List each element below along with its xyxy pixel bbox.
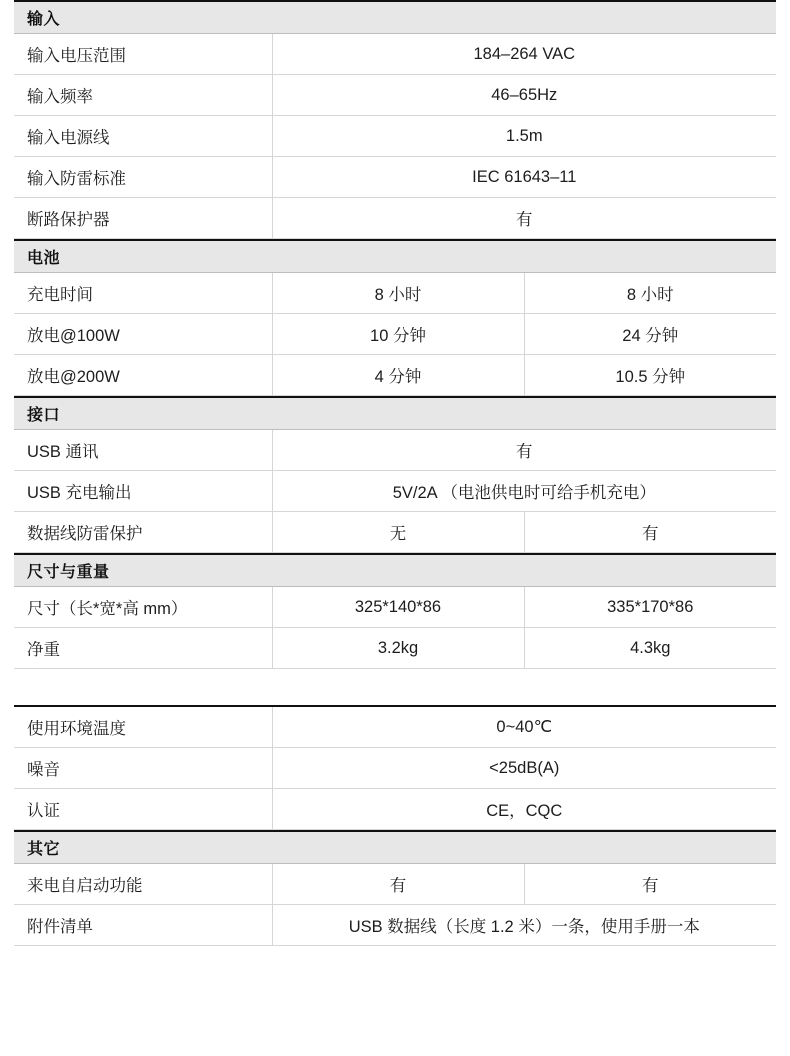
row-label: 净重 bbox=[14, 628, 272, 669]
section-title: 输入 bbox=[14, 1, 776, 34]
spec-table-other bbox=[14, 830, 776, 946]
row-value-col2: 24 分钟 bbox=[524, 314, 776, 355]
row-value: 46–65Hz bbox=[272, 75, 776, 116]
row-value-col2: 有 bbox=[524, 864, 776, 905]
section-title: 电池 bbox=[14, 240, 776, 273]
row-label: 噪音 bbox=[14, 748, 272, 789]
row-value: 有 bbox=[272, 198, 776, 239]
table-row bbox=[14, 628, 776, 669]
section-header-interface bbox=[14, 397, 776, 430]
section-header-other bbox=[14, 831, 776, 864]
section-header-size-weight bbox=[14, 554, 776, 587]
table-row bbox=[14, 116, 776, 157]
table-row bbox=[14, 273, 776, 314]
section-header-battery bbox=[14, 240, 776, 273]
row-value: 0~40℃ bbox=[272, 706, 776, 748]
table-row bbox=[14, 905, 776, 946]
row-label: 数据线防雷保护 bbox=[14, 512, 272, 553]
row-value-col2: 有 bbox=[524, 512, 776, 553]
table-row bbox=[14, 314, 776, 355]
table-row bbox=[14, 471, 776, 512]
row-label: 充电时间 bbox=[14, 273, 272, 314]
row-label: 使用环境温度 bbox=[14, 706, 272, 748]
row-value-col2: 8 小时 bbox=[524, 273, 776, 314]
row-value-col2: 4.3kg bbox=[524, 628, 776, 669]
row-value-col1: 有 bbox=[272, 864, 524, 905]
spec-table-battery bbox=[14, 239, 776, 396]
row-label: 附件清单 bbox=[14, 905, 272, 946]
row-value: <25dB(A) bbox=[272, 748, 776, 789]
section-title: 尺寸与重量 bbox=[14, 554, 776, 587]
row-value: 184–264 VAC bbox=[272, 34, 776, 75]
section-header-input bbox=[14, 1, 776, 34]
row-value: 有 bbox=[272, 430, 776, 471]
row-label: USB 通讯 bbox=[14, 430, 272, 471]
row-value-col2: 335*170*86 bbox=[524, 587, 776, 628]
row-value: 5V/2A （电池供电时可给手机充电） bbox=[272, 471, 776, 512]
row-value: USB 数据线（长度 1.2 米）一条，使用手册一本 bbox=[272, 905, 776, 946]
row-label: 认证 bbox=[14, 789, 272, 830]
table-row bbox=[14, 34, 776, 75]
table-row bbox=[14, 512, 776, 553]
table-row bbox=[14, 430, 776, 471]
row-label: 输入防雷标准 bbox=[14, 157, 272, 198]
table-row bbox=[14, 706, 776, 748]
spec-table-size-weight bbox=[14, 553, 776, 669]
row-value: IEC 61643–11 bbox=[272, 157, 776, 198]
row-label: 输入电源线 bbox=[14, 116, 272, 157]
table-row bbox=[14, 198, 776, 239]
table-row bbox=[14, 789, 776, 830]
row-label: 输入电压范围 bbox=[14, 34, 272, 75]
row-label: 断路保护器 bbox=[14, 198, 272, 239]
table-spacer bbox=[14, 669, 776, 705]
row-value-col1: 3.2kg bbox=[272, 628, 524, 669]
row-label: 放电@200W bbox=[14, 355, 272, 396]
row-value: 1.5m bbox=[272, 116, 776, 157]
section-title: 其它 bbox=[14, 831, 776, 864]
row-label: USB 充电输出 bbox=[14, 471, 272, 512]
table-row bbox=[14, 355, 776, 396]
row-value-col1: 4 分钟 bbox=[272, 355, 524, 396]
row-label: 放电@100W bbox=[14, 314, 272, 355]
table-row bbox=[14, 157, 776, 198]
row-label: 来电自启动功能 bbox=[14, 864, 272, 905]
row-label: 尺寸（长*宽*高 mm） bbox=[14, 587, 272, 628]
row-value-col1: 325*140*86 bbox=[272, 587, 524, 628]
row-value-col1: 10 分钟 bbox=[272, 314, 524, 355]
row-value-col1: 8 小时 bbox=[272, 273, 524, 314]
row-value-col1: 无 bbox=[272, 512, 524, 553]
section-title: 接口 bbox=[14, 397, 776, 430]
row-value-col2: 10.5 分钟 bbox=[524, 355, 776, 396]
table-row bbox=[14, 75, 776, 116]
spec-table-environment bbox=[14, 705, 776, 830]
table-row bbox=[14, 864, 776, 905]
spec-table-input bbox=[14, 0, 776, 239]
spec-table-interface bbox=[14, 396, 776, 553]
table-row bbox=[14, 587, 776, 628]
row-value: CE，CQC bbox=[272, 789, 776, 830]
table-row bbox=[14, 748, 776, 789]
row-label: 输入频率 bbox=[14, 75, 272, 116]
